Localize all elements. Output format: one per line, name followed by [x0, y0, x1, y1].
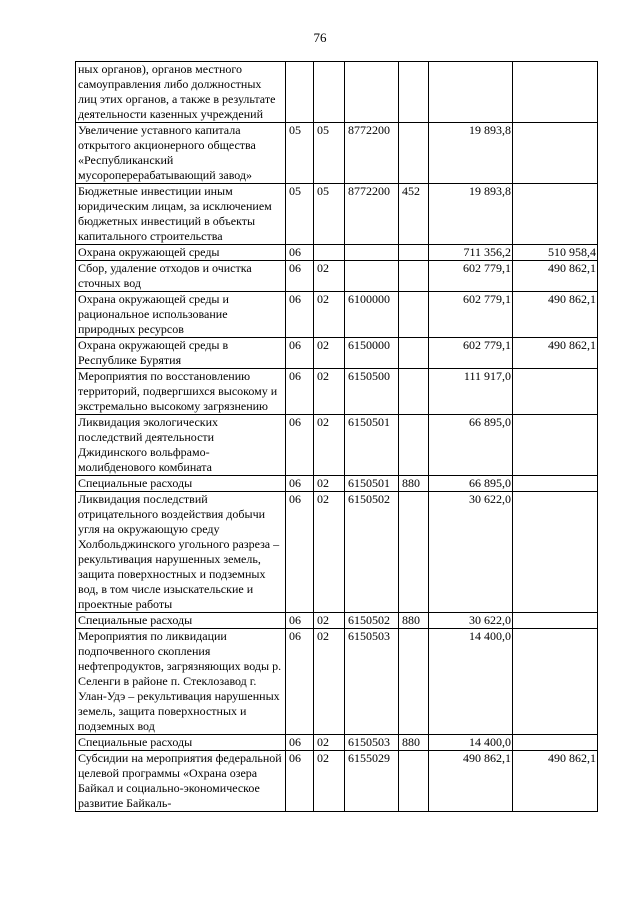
cell-subsection: 02 — [314, 629, 345, 735]
cell-section: 06 — [286, 245, 314, 261]
table-row — [76, 629, 598, 735]
table-row — [76, 613, 598, 629]
cell-subsection: 05 — [314, 123, 345, 184]
cell-amount-year-1: 602 779,1 — [429, 292, 513, 338]
cell-amount-year-1: 66 895,0 — [429, 476, 513, 492]
cell-amount-year-2 — [513, 629, 598, 735]
table-row — [76, 292, 598, 338]
cell-target-article: 6150502 — [345, 492, 399, 613]
table-row — [76, 261, 598, 292]
cell-expense-type: 452 — [399, 184, 429, 245]
cell-section: 06 — [286, 292, 314, 338]
cell-expense-type — [399, 415, 429, 476]
cell-amount-year-2 — [513, 369, 598, 415]
budget-table — [75, 61, 598, 812]
cell-name: Специальные расходы — [76, 735, 286, 751]
cell-expense-type — [399, 123, 429, 184]
cell-target-article: 6150500 — [345, 369, 399, 415]
cell-section: 06 — [286, 476, 314, 492]
cell-amount-year-2 — [513, 184, 598, 245]
cell-amount-year-1: 30 622,0 — [429, 492, 513, 613]
cell-subsection: 02 — [314, 751, 345, 812]
table-row — [76, 735, 598, 751]
cell-section: 06 — [286, 751, 314, 812]
cell-target-article: 6100000 — [345, 292, 399, 338]
cell-amount-year-2: 510 958,4 — [513, 245, 598, 261]
table-row — [76, 369, 598, 415]
cell-target-article — [345, 261, 399, 292]
cell-section: 06 — [286, 492, 314, 613]
cell-amount-year-2 — [513, 123, 598, 184]
cell-name: Охрана окружающей среды — [76, 245, 286, 261]
cell-subsection: 02 — [314, 369, 345, 415]
cell-name: Мероприятия по ликвидации подпочвенного скопления нефтепродуктов, загрязняющих воды р. Селенги в районе п. Стеклозавод г. Улан-Удэ – рекультивация нарушенных земель, защита поверхностных и подземных вод — [76, 629, 286, 735]
cell-subsection: 02 — [314, 292, 345, 338]
cell-amount-year-1: 19 893,8 — [429, 123, 513, 184]
table-row — [76, 338, 598, 369]
cell-name: Ликвидация экологических последствий деятельности Джидинского вольфрамо-молибденового комбината — [76, 415, 286, 476]
cell-amount-year-1: 14 400,0 — [429, 735, 513, 751]
cell-amount-year-2 — [513, 415, 598, 476]
table-row — [76, 245, 598, 261]
cell-target-article: 8772200 — [345, 123, 399, 184]
cell-target-article: 8772200 — [345, 184, 399, 245]
page-number: 76 — [313, 30, 327, 45]
cell-expense-type — [399, 369, 429, 415]
cell-name: Мероприятия по восстановлению территорий, подвергшихся высокому и экстремально высокому загрязнению — [76, 369, 286, 415]
cell-name: Сбор, удаление отходов и очистка сточных вод — [76, 261, 286, 292]
cell-amount-year-1: 19 893,8 — [429, 184, 513, 245]
cell-amount-year-1: 111 917,0 — [429, 369, 513, 415]
cell-expense-type — [399, 629, 429, 735]
cell-amount-year-2: 490 862,1 — [513, 292, 598, 338]
cell-amount-year-2: 490 862,1 — [513, 751, 598, 812]
cell-expense-type — [399, 245, 429, 261]
cell-section: 06 — [286, 338, 314, 369]
cell-section — [286, 62, 314, 123]
cell-expense-type — [399, 492, 429, 613]
cell-amount-year-1: 711 356,2 — [429, 245, 513, 261]
cell-amount-year-2 — [513, 735, 598, 751]
cell-name: Субсидии на мероприятия федеральной целевой программы «Охрана озера Байкал и социально-экономическое развитие Байкаль- — [76, 751, 286, 812]
cell-amount-year-2 — [513, 492, 598, 613]
cell-name: Специальные расходы — [76, 476, 286, 492]
cell-section: 06 — [286, 613, 314, 629]
cell-subsection: 02 — [314, 476, 345, 492]
cell-target-article: 6150000 — [345, 338, 399, 369]
cell-section: 06 — [286, 629, 314, 735]
cell-section: 06 — [286, 415, 314, 476]
cell-target-article: 6150503 — [345, 735, 399, 751]
cell-expense-type — [399, 261, 429, 292]
table-row — [76, 492, 598, 613]
cell-target-article — [345, 245, 399, 261]
cell-expense-type — [399, 751, 429, 812]
cell-name: Охрана окружающей среды в Республике Бурятия — [76, 338, 286, 369]
cell-target-article: 6150501 — [345, 415, 399, 476]
cell-amount-year-1: 602 779,1 — [429, 338, 513, 369]
cell-subsection: 02 — [314, 492, 345, 613]
cell-expense-type — [399, 338, 429, 369]
cell-name: Охрана окружающей среды и рациональное использование природных ресурсов — [76, 292, 286, 338]
cell-name: Бюджетные инвестиции иным юридическим лицам, за исключением бюджетных инвестиций в объекты капитального строительства — [76, 184, 286, 245]
cell-name: Специальные расходы — [76, 613, 286, 629]
cell-name: ных органов), органов местного самоуправления либо должностных лиц этих органов, а также в результате деятельности казенных учреждений — [76, 62, 286, 123]
cell-target-article — [345, 62, 399, 123]
cell-subsection: 02 — [314, 338, 345, 369]
cell-expense-type — [399, 292, 429, 338]
cell-target-article: 6150503 — [345, 629, 399, 735]
table-row — [76, 476, 598, 492]
cell-target-article: 6150501 — [345, 476, 399, 492]
cell-target-article: 6150502 — [345, 613, 399, 629]
cell-subsection: 05 — [314, 184, 345, 245]
cell-expense-type — [399, 62, 429, 123]
table-row — [76, 751, 598, 812]
cell-amount-year-2 — [513, 613, 598, 629]
cell-amount-year-2: 490 862,1 — [513, 261, 598, 292]
table-row — [76, 62, 598, 123]
cell-section: 06 — [286, 735, 314, 751]
cell-subsection: 02 — [314, 261, 345, 292]
cell-subsection: 02 — [314, 613, 345, 629]
cell-section: 06 — [286, 261, 314, 292]
cell-subsection: 02 — [314, 415, 345, 476]
table-row — [76, 123, 598, 184]
table-row — [76, 184, 598, 245]
cell-subsection — [314, 62, 345, 123]
cell-expense-type: 880 — [399, 613, 429, 629]
cell-amount-year-1: 66 895,0 — [429, 415, 513, 476]
cell-amount-year-2 — [513, 62, 598, 123]
cell-amount-year-1: 490 862,1 — [429, 751, 513, 812]
cell-expense-type: 880 — [399, 735, 429, 751]
cell-amount-year-2 — [513, 476, 598, 492]
cell-amount-year-2: 490 862,1 — [513, 338, 598, 369]
cell-name: Ликвидация последствий отрицательного воздействия добычи угля на окружающую среду Холбольджинского угольного разреза – рекультивация нарушенных земель, защита поверхностных и подземных вод, в том числе изыскательские и проектные работы — [76, 492, 286, 613]
cell-subsection: 02 — [314, 735, 345, 751]
cell-subsection — [314, 245, 345, 261]
cell-amount-year-1: 30 622,0 — [429, 613, 513, 629]
cell-name: Увеличение уставного капитала открытого акционерного общества «Республиканский мусороперерабатывающий завод» — [76, 123, 286, 184]
cell-amount-year-1: 14 400,0 — [429, 629, 513, 735]
cell-section: 05 — [286, 184, 314, 245]
cell-amount-year-1: 602 779,1 — [429, 261, 513, 292]
cell-target-article: 6155029 — [345, 751, 399, 812]
cell-expense-type: 880 — [399, 476, 429, 492]
table-body — [76, 62, 598, 812]
cell-section: 05 — [286, 123, 314, 184]
cell-section: 06 — [286, 369, 314, 415]
cell-amount-year-1 — [429, 62, 513, 123]
table-row — [76, 415, 598, 476]
